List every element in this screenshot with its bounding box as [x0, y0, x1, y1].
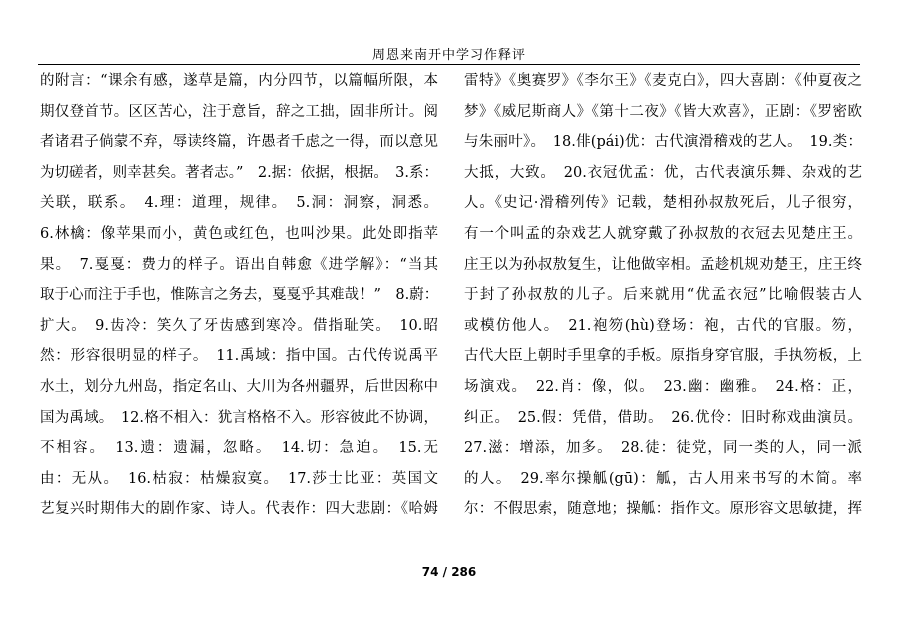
text-line: 人。《史记·滑稽列传》记载，楚相孙叔敖死后，儿子很穷， [464, 195, 862, 212]
text-line: 的附言：“课余有感，遂草是篇，内分四节，以篇幅所限，本 [40, 73, 438, 89]
text-line: 关联，联系。 4.理：道理，规律。 5.洞：洞察，洞悉。 [40, 195, 438, 212]
text-line: 国为禹域。 12.格不相入：犹言格格不入。形容彼此不协调， [40, 409, 438, 426]
text-line: 27.滋：增添，加多。 28.徒：徒党，同一类的人，同一派 [464, 440, 862, 457]
text-line: 庄王以为孙叔敖复生，让他做宰相。孟趁机规劝楚王，庄王终 [464, 256, 862, 273]
page-header: 周恩来南开中学习作释评 [371, 48, 526, 63]
text-line: 于封了孙叔敖的儿子。后来就用“优孟衣冠”比喻假装古人 [464, 287, 862, 304]
text-line: 纠正。 25.假：凭借，借助。 26.优伶：旧时称戏曲演员。 [464, 409, 862, 426]
right-column [464, 66, 862, 525]
text-line: 6.林檎：像苹果而小，黄色或红色，也叫沙果。此处即指苹 [40, 225, 438, 242]
text-line: 不相容。 13.遗：遗漏，忽略。 14.切：急迫。 15.无 [40, 440, 438, 457]
text-line: 为切磋者，则幸甚矣。著者志。” 2.据：依据，根据。 3.系： [40, 164, 438, 181]
text-line: 古代大臣上朝时手里拿的手板。原指身穿官服，手执笏板，上 [464, 348, 862, 365]
left-column [40, 66, 438, 525]
text-line: 或模仿他人。 21.袍笏(hù)登场：袍，古代的官服。笏， [464, 317, 862, 334]
text-line: 尔：不假思索，随意地；操觚：指作文。原形容文思敏捷，挥 [464, 501, 862, 518]
page-number: 74 / 286 [421, 565, 477, 579]
text-line: 然：形容很明显的样子。 11.禹域：指中国。古代传说禹平 [40, 348, 438, 365]
text-line: 扩大。 9.齿冷：笑久了牙齿感到寒冷。借指耻笑。 10.昭 [40, 317, 438, 334]
text-line: 由：无从。 16.枯寂：枯燥寂寞。 17.莎士比亚：英国文 [40, 470, 438, 487]
text-line: 的人。 29.率尔操觚(gū)：觚，古人用来书写的木简。率 [464, 470, 862, 487]
text-line: 场演戏。 22.肖：像，似。 23.幽：幽雅。 24.格：正， [464, 378, 862, 395]
text-line: 水土，划分九州岛，指定名山、大川为各州疆界，后世因称中 [40, 378, 438, 395]
text-line: 与朱丽叶》。 18.俳(pái)优：古代演滑稽戏的艺人。 19.类： [464, 134, 862, 151]
text-line: 梦》《威尼斯商人》《第十二夜》《皆大欢喜》，正剧：《罗密欧 [464, 103, 862, 120]
header-rule [38, 64, 860, 65]
text-line: 有一个叫孟的杂戏艺人就穿戴了孙叔敖的衣冠去见楚庄王。 [464, 225, 862, 242]
text-line: 果。 7.戛戛：费力的样子。语出自韩愈《进学解》：“当其 [40, 256, 438, 273]
text-line: 期仅登首节。区区苦心，注于意旨，辞之工拙，固非所计。阅 [40, 103, 438, 120]
text-line: 取于心而注于手也，惟陈言之务去，戛戛乎其难哉！” 8.蔚： [40, 287, 439, 304]
text-line: 艺复兴时期伟大的剧作家、诗人。代表作：四大悲剧：《哈姆 [40, 501, 438, 518]
text-line: 大抵，大致。 20.衣冠优孟：优，古代表演乐舞、杂戏的艺 [464, 164, 862, 181]
text-line: 雷特》《奥赛罗》《李尔王》《麦克白》，四大喜剧：《仲夏夜之 [464, 73, 862, 89]
text-line: 者诸君子倘蒙不弃，辱读终篇，许愚者千虑之一得，而以意见 [40, 134, 438, 151]
